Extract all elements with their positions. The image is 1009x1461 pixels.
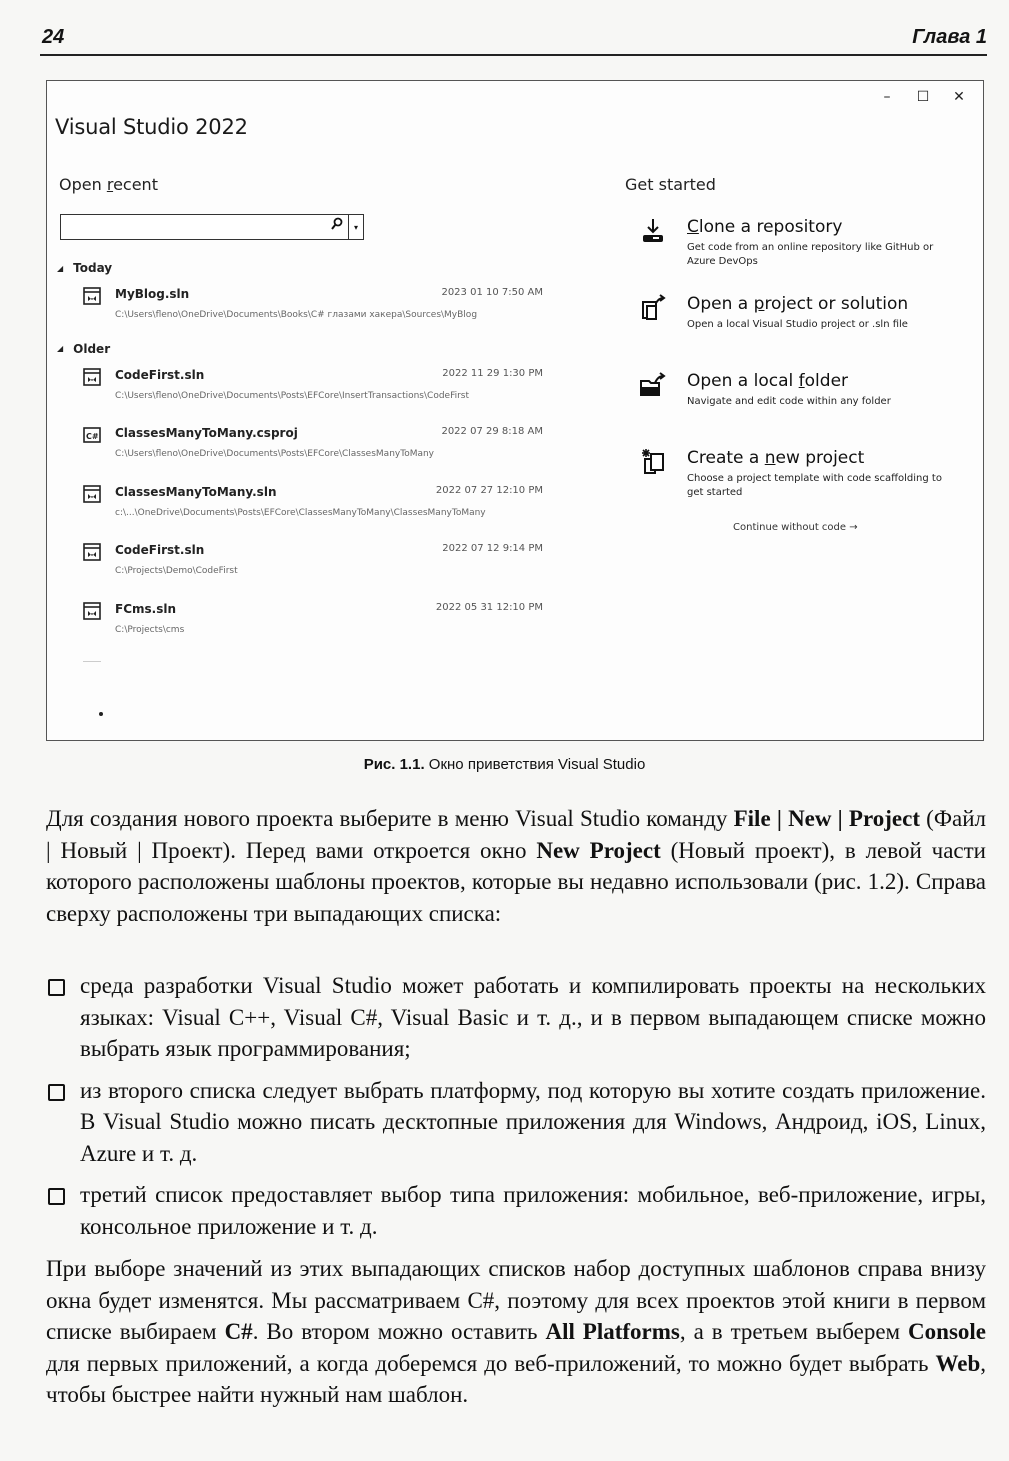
- running-header: [42, 26, 987, 54]
- square-bullet-icon: [48, 1188, 65, 1205]
- item-path: C:\Users\fleno\OneDrive\Documents\Posts\EFCore\InsertTransactions\CodeFirst: [115, 390, 470, 401]
- solution-icon: [83, 368, 101, 386]
- bold-term: All Platforms: [545, 1319, 680, 1344]
- maximize-button[interactable]: ☐: [916, 89, 930, 105]
- action-title: [687, 448, 864, 468]
- text-run: для первых приложений, а когда доберемся до веб-приложений, то можно будет выбрать: [46, 1350, 936, 1376]
- open-folder-icon: [639, 371, 667, 399]
- item-name: FCms.sln: [115, 601, 177, 616]
- bullet-list: [46, 970, 986, 1252]
- open-project-icon: [639, 294, 667, 322]
- new-project-icon: [639, 448, 667, 476]
- text-run: , чтобы быстрее найти нужный нам шаблон.: [46, 1350, 986, 1407]
- collapse-triangle-icon[interactable]: ◢: [57, 344, 64, 353]
- item-path: C:\Users\fleno\OneDrive\Documents\Books\C# глазами хакера\Sources\MyBlog: [115, 310, 478, 320]
- heading-accesskey: r: [106, 175, 114, 194]
- chapter-title: Глава 1: [912, 26, 987, 48]
- text-run: Для создания нового проекта выберите в меню Visual Studio команду: [46, 806, 734, 831]
- bullet-text: из второго списка следует выбрать платформу, под которую вы хотите создать приложение. В Visual Studio можно писать десктопные приложения для Windows, Андроид, iOS, Linux, Azure и т. д.: [80, 1077, 986, 1166]
- window-title: Visual Studio 2022: [55, 115, 248, 139]
- search-icon[interactable]: [331, 217, 343, 234]
- recent-search-input[interactable]: [65, 217, 331, 237]
- group-label: Today: [73, 261, 113, 275]
- paragraph-2: [46, 1253, 986, 1411]
- title-text: lone a repository: [698, 217, 843, 237]
- action-title: [687, 294, 908, 314]
- recent-group-older[interactable]: [57, 342, 110, 356]
- title-text: Create a: [687, 448, 765, 468]
- search-options-dropdown[interactable]: ▾: [348, 215, 363, 239]
- square-bullet-icon: [48, 979, 65, 996]
- open-recent-heading: [59, 175, 158, 194]
- title-text: older: [804, 371, 849, 391]
- title-accesskey: f: [798, 371, 805, 391]
- recent-search-box: [60, 214, 364, 240]
- recent-item[interactable]: [81, 366, 543, 412]
- title-text: roject or solution: [764, 294, 909, 314]
- item-name: MyBlog.sln: [115, 287, 190, 301]
- group-label: Older: [73, 341, 111, 356]
- heading-text: Open: [59, 175, 107, 194]
- bullet-text: третий список предоставляет выбор типа приложения: мобильное, веб-приложение, игры, консольное приложение и т. д.: [80, 1182, 986, 1239]
- text-run: . Во втором можно оставить: [252, 1319, 546, 1344]
- heading-text: ecent: [113, 175, 158, 194]
- bullet-item: [46, 1075, 986, 1170]
- item-path: C:\Projects\cms: [115, 624, 185, 635]
- svg-text:C#: C#: [86, 432, 99, 441]
- bold-term: C#: [224, 1319, 253, 1344]
- action-title: [687, 371, 848, 391]
- text-run: (Файл | Новый | Проект). Перед вами откроется окно: [46, 806, 987, 863]
- bold-term: New Project: [536, 837, 661, 863]
- text-run: (Новый проект), в левой части которого расположены шаблоны проектов, которые вы недавно использовали (рис. 1.2). Справа сверху расположены три выпадающих списка:: [46, 837, 986, 926]
- recent-item[interactable]: [81, 424, 543, 470]
- faded-list-item: [83, 661, 101, 666]
- title-accesskey: n: [764, 448, 776, 468]
- solution-icon: [83, 602, 101, 620]
- item-name: ClassesManyToMany.sln: [115, 484, 277, 499]
- vs-start-window: [46, 80, 984, 741]
- bold-term: Web: [935, 1350, 981, 1376]
- text-run: При выборе значений из этих выпадающих списков набор доступных шаблонов справа внизу окна будет изменятся. Мы рассматриваем C#, поэтому для всех проектов этой книги в первом списке выбираем: [46, 1256, 986, 1344]
- action-description: Open a local Visual Studio project or .sln file: [687, 319, 908, 330]
- continue-without-code-link[interactable]: Continue without code →: [733, 522, 858, 533]
- cursor-dot: [99, 712, 103, 716]
- close-button[interactable]: ✕: [953, 89, 965, 105]
- item-path: C:\Users\fleno\OneDrive\Documents\Posts\EFCore\ClassesManyToMany: [115, 449, 435, 459]
- recent-item[interactable]: [81, 483, 543, 529]
- item-date: 2022 07 12 9:14 PM: [442, 543, 543, 554]
- clone-icon: [639, 217, 667, 245]
- paragraph-1: [46, 803, 986, 929]
- minimize-button[interactable]: –: [883, 89, 891, 105]
- solution-icon: [83, 485, 101, 503]
- caption-text: Окно приветствия Visual Studio: [424, 756, 646, 773]
- item-date: 2022 07 27 12:10 PM: [435, 484, 543, 496]
- recent-group-today[interactable]: [57, 261, 112, 275]
- header-rule: [40, 54, 987, 56]
- bullet-text: среда разработки Visual Studio может работать и компилировать проекты на нескольких языках: Visual C++, Visual C#, Visual Basic и т. д., и в первом выпадающем списке можно выбрать язык программирования;: [80, 973, 986, 1061]
- action-description: Choose a project template with code scaffolding to get started: [687, 473, 942, 498]
- page-number: 24: [42, 26, 65, 48]
- collapse-triangle-icon[interactable]: ◢: [57, 263, 64, 273]
- bold-term: File | New | Project: [733, 806, 920, 831]
- get-started-heading: Get started: [625, 175, 716, 194]
- title-text: ew project: [775, 448, 865, 468]
- title-accesskey: p: [753, 294, 765, 314]
- title-accesskey: C: [687, 217, 699, 237]
- title-text: Open a local: [687, 371, 799, 391]
- item-name: CodeFirst.sln: [115, 543, 205, 557]
- recent-item[interactable]: [81, 285, 543, 331]
- solution-icon: [83, 543, 101, 561]
- action-title: [687, 217, 842, 237]
- item-date: 2022 11 29 1:30 PM: [442, 367, 543, 379]
- window-controls: [869, 87, 977, 107]
- bullet-item: [46, 1179, 986, 1242]
- figure-caption: [0, 756, 1009, 773]
- recent-item[interactable]: [81, 541, 543, 587]
- caption-label: Рис. 1.1.: [363, 756, 425, 773]
- bullet-item: [46, 970, 986, 1065]
- item-name: ClassesManyToMany.csproj: [115, 426, 298, 440]
- item-date: 2023 01 10 7:50 AM: [441, 287, 543, 298]
- square-bullet-icon: [48, 1084, 65, 1101]
- csproj-icon: [83, 426, 101, 444]
- recent-item[interactable]: [81, 600, 543, 646]
- solution-icon: [83, 287, 101, 305]
- item-path: c:\...\OneDrive\Documents\Posts\EFCore\ClassesManyToMany\ClassesManyToMany: [115, 507, 486, 518]
- title-text: Open a: [687, 294, 754, 314]
- item-path: C:\Projects\Demo\CodeFirst: [115, 566, 238, 576]
- item-date: 2022 05 31 12:10 PM: [435, 601, 543, 613]
- bold-term: Console: [908, 1319, 986, 1344]
- action-description: Navigate and edit code within any folder: [687, 396, 891, 407]
- item-date: 2022 07 29 8:18 AM: [441, 426, 543, 437]
- text-run: , а в третьем выберем: [679, 1319, 909, 1344]
- action-description: Get code from an online repository like GitHub or Azure DevOps: [687, 242, 934, 267]
- item-name: CodeFirst.sln: [115, 367, 205, 382]
